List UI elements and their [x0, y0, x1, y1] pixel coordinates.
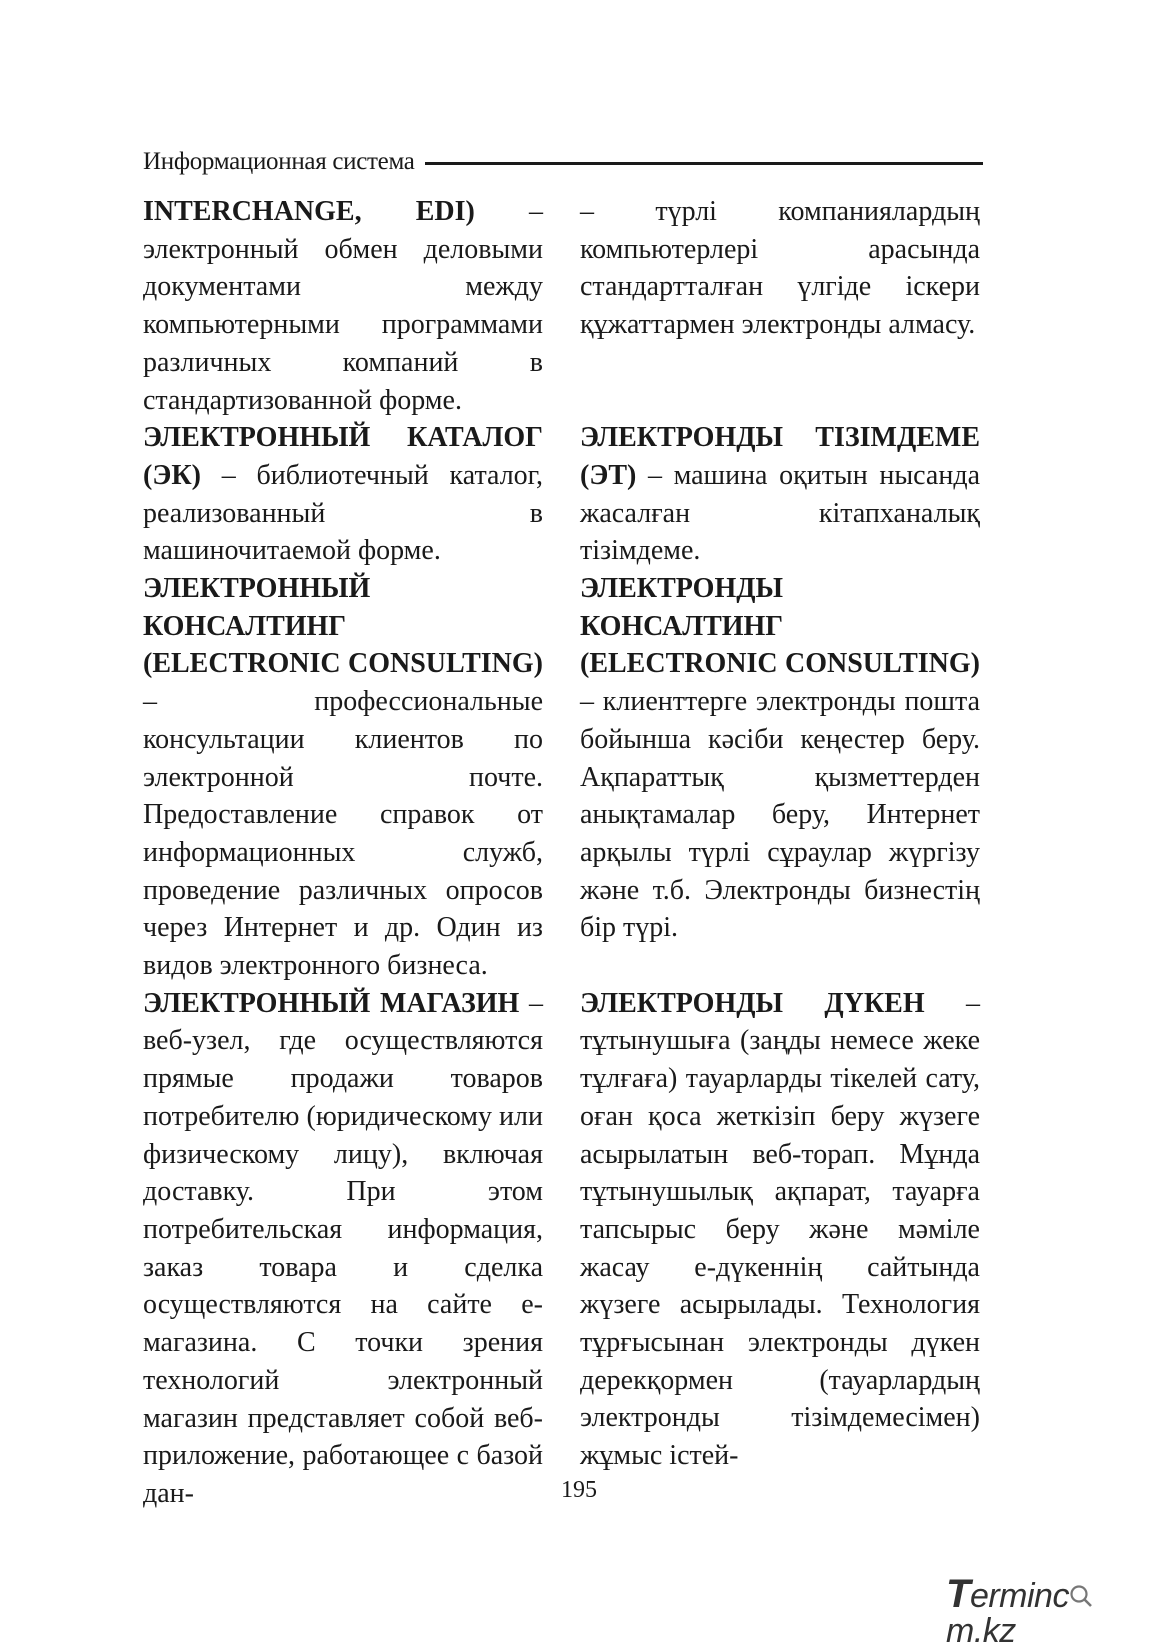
spacer [580, 947, 980, 985]
entry-edi-kz [580, 193, 980, 344]
entry-electronic-consulting-ru [143, 570, 543, 985]
entry-term: ЭЛЕКТРОННЫЙ МАГАЗИН [143, 987, 520, 1019]
right-column [580, 193, 980, 1475]
entry-electronic-catalog-ru [143, 419, 543, 570]
entry-term: ЭЛЕКТРОНДЫ ТІЗІМДЕМЕ (ЭТ) [580, 422, 980, 491]
header-title: Информационная система [143, 148, 415, 175]
entry-term: ЭЛЕКТРОННЫЙ КОНСАЛТИНГ (ELECTRONIC CONSULTING) [143, 573, 543, 680]
entry-definition: – тұтынушыға (заңды немесе жеке тұлғаға) тауарларды тікелей сату, оған қоса жеткізіп беру жүзеге асырылатын веб-торап. Мұнда тұтынушылық ақпарат, тауарға тапсырыс беру және мәміле жасау е-дүкеннің сайтында жүзеге асырылады. Технология тұрғысынан электронды дүкен дерекқормен (тауарлардың электронды тізімдемесімен) жұмыс істей- [580, 987, 980, 1472]
entry-definition: – библиотечный каталог, реализованный в машиночитаемой форме. [143, 459, 543, 567]
entry-electronic-consulting-kz [580, 570, 980, 947]
magnifier-icon [1069, 1579, 1093, 1607]
entry-definition: – электронный обмен деловыми документами между компьютерными программами различных компаний в стандартизованной форме. [143, 196, 544, 416]
entry-definition: – профессиональные консультации клиентов по электронной почте. Предоставление справок от информационных служб, проведение различных опросов через Интернет и др. Один из видов электронного бизнеса. [143, 686, 543, 982]
running-header [143, 148, 983, 176]
page-number: 195 [561, 1477, 597, 1503]
entry-electronic-catalog-kz [580, 419, 980, 570]
left-column [143, 193, 543, 1513]
entry-definition: – машина оқитын нысанда жасалған кітапханалық тізімдеме. [580, 459, 980, 567]
spacer [580, 344, 980, 382]
spacer [580, 382, 980, 420]
entry-definition: – веб-узел, где осуществляются прямые продажи товаров потребителю (юридическому или физическому лицу), включая доставку. При этом потребительская информация, заказ товара и сделка осуществляются на сайте е-магазина. С точки зрения технологий электронный магазин представляет собой веб-приложение, работающее с базой дан- [143, 987, 543, 1509]
header-rule [425, 162, 983, 165]
entry-definition: – түрлі компаниялардың компьютерлері арасында стандартталған үлгіде іскери құжаттармен электронды алмасу. [580, 196, 980, 341]
entry-term: INTERCHANGE, EDI) [143, 196, 475, 227]
entry-definition: – клиенттерге электронды пошта бойынша кәсіби кеңестер беру. Ақпараттық қызметтерден анықтамалар беру, Интернет арқылы түрлі сұраулар жүргізу және т.б. Электронды бизнестің бір түрі. [580, 686, 980, 944]
entry-term: ЭЛЕКТРОННЫЙ КАТАЛОГ (ЭК) [143, 422, 543, 491]
entry-term: ЭЛЕКТРОНДЫ ДҮКЕН [580, 987, 925, 1019]
entry-term: ЭЛЕКТРОНДЫ КОНСАЛТИНГ (ELECTRONIC CONSULTING) [580, 573, 980, 680]
entry-edi-ru [143, 193, 543, 419]
watermark-text: Termincm.kz [946, 1574, 1158, 1648]
entry-electronic-shop-ru [143, 985, 543, 1513]
entry-electronic-shop-kz [580, 985, 980, 1475]
